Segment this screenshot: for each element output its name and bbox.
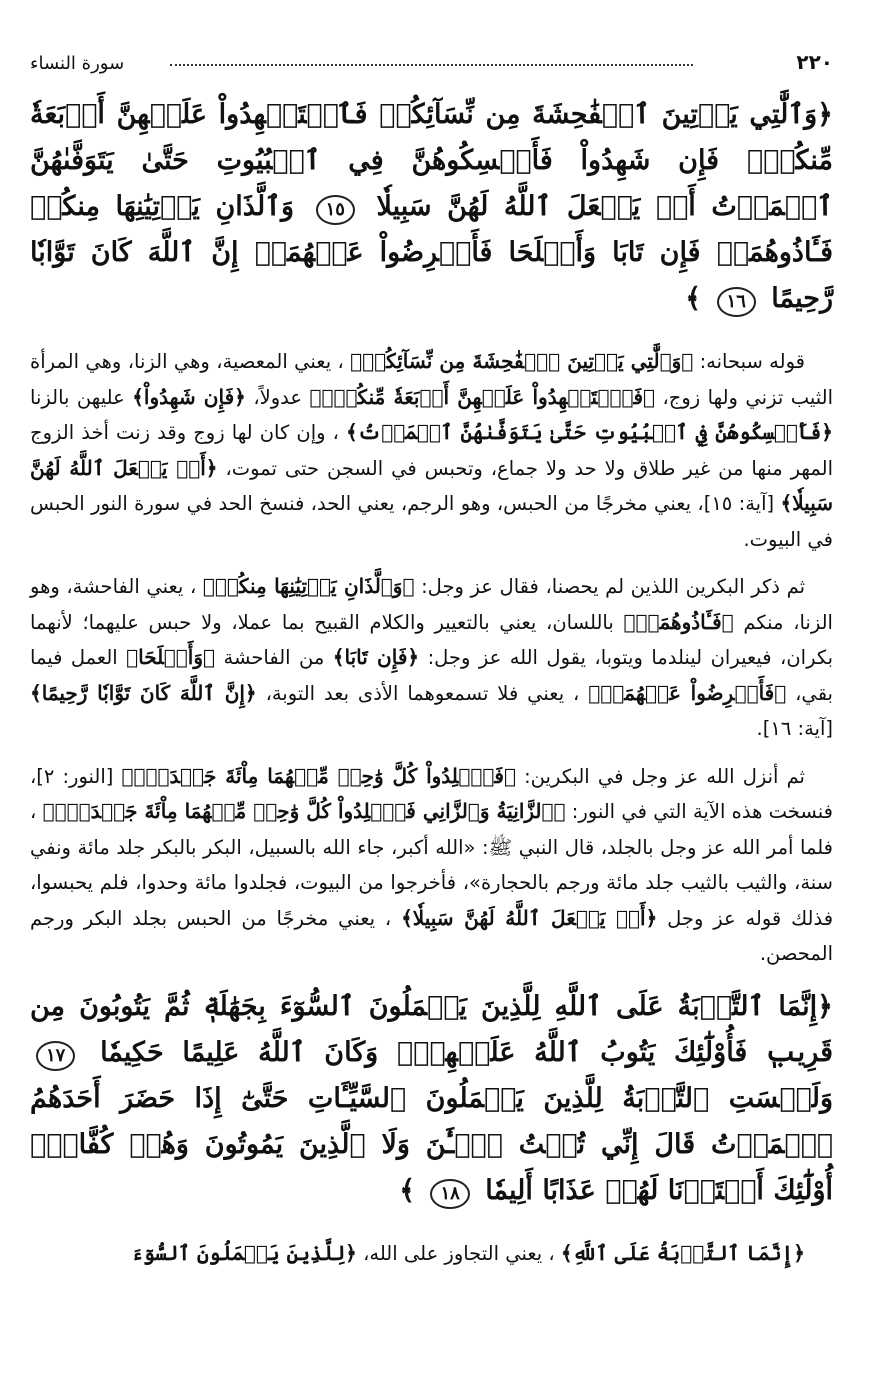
verse-text: وَلَيۡسَتِ ٱلتَّوۡبَةُ لِلَّذِينَ يَعۡمَلُونَ ٱلسَّيِّـَٔاتِ حَتَّىٰٓ إِذَا حَضَرَ أَحَدَهُمُ ٱلۡمَوۡتُ قَالَ إِنِّي تُبۡتُ ٱلۡـَٰٔنَ وَلَا ٱلَّذِينَ يَمُوتُونَ وَهُمۡ كُفَّارٌۚ أُوْلَٰٓئِكَ أَعۡتَدۡنَا لَهُمۡ عَذَابًا أَلِيمٗا — [30, 1082, 833, 1206]
verse-end-marker: ١٥ — [316, 195, 355, 225]
commentary-text: ، يعني التجاوز على الله، — [363, 1241, 555, 1265]
commentary-text: ، يعني فلا تسمعوهما الأذى بعد التوبة، — [265, 681, 580, 705]
quoted-verse: ﴿فَأَمۡسِكُوهُنَّ فِي ٱلۡبُيُوتِ حَتَّىٰ يَتَوَفَّىٰهُنَّ ٱلۡمَوۡتُ﴾ — [346, 420, 833, 444]
commentary-text: [آية: ١٥]، يعني مخرجًا من الحبس، وهو الرجم، يعني الحد، فنسخ الحد في سورة النور الحبس في البيوت. — [30, 492, 833, 551]
commentary-text: العمل فيما بقي، — [30, 646, 833, 705]
commentary-text: عدولاً، — [253, 385, 303, 409]
quoted-verse: ﴿أَوۡ يَجۡعَلَ ٱللَّهُ لَهُنَّ سَبِيلٗا﴾ — [30, 455, 833, 515]
verse-text: ﴿إِنَّمَا ٱلتَّوۡبَةُ عَلَى ٱللَّهِ لِلَّذِينَ يَعۡمَلُونَ ٱلسُّوٓءَ بِجَهَٰلَةٖ ثُمَّ يَتُوبُونَ مِن قَرِيبٖ فَأُوْلَٰٓئِكَ يَتُوبُ ٱللَّهُ عَلَيۡهِمۡۗ وَكَانَ ٱللَّهُ عَلِيمًا حَكِيمٗا — [30, 990, 834, 1068]
verse-text: وَٱلَّذَانِ يَأۡتِيَٰنِهَا مِنكُمۡ فَـَٔاذُوهُمَاۖ فَإِن تَابَا وَأَصۡلَحَا فَأَعۡرِضُواْ عَنۡهُمَآۗ إِنَّ ٱللَّهَ كَانَ تَوَّابٗا رَّحِيمًا — [30, 191, 833, 314]
commentary-text: [آية: ١٦]. — [756, 717, 833, 740]
verse-close-bracket: ﴾ — [685, 283, 702, 314]
commentary-paragraph-3 — [30, 759, 833, 972]
commentary-text: ثم أنزل الله عز وجل في البكرين: — [524, 764, 805, 788]
commentary-text: ، يعني مخرجًا من الحبس بجلد البكر ورجم المحصن. — [30, 906, 833, 965]
commentary-text: ، وإن كان لها زوج وقد زنت أخذ الزوج المهر منها من غير طلاق ولا حد ولا جماع، وتحبس في السجن حتى تموت، — [30, 421, 833, 480]
page-number: ٢٢٠ — [796, 50, 833, 74]
page-header — [30, 50, 833, 84]
quoted-verse: ﴿فَٱجۡلِدُواْ كُلَّ وَٰحِدٖ مِّنۡهُمَا مِاْئَةَ جَلۡدَةٖۖ﴾ — [121, 763, 516, 788]
quoted-verse: ﴿فَإِن تَابَا﴾ — [332, 645, 420, 669]
verse-text: ﴿وَٱلَّٰتِي يَأۡتِينَ ٱلۡفَٰحِشَةَ مِن نِّسَآئِكُمۡ فَٱسۡتَشۡهِدُواْ عَلَيۡهِنَّ أَرۡبَعَةٗ مِّنكُمۡۖ فَإِن شَهِدُواْ فَأَمۡسِكُوهُنَّ فِي ٱلۡبُيُوتِ حَتَّىٰ يَتَوَفَّىٰهُنَّ ٱلۡمَوۡتُ أَوۡ يَجۡعَلَ ٱللَّهُ لَهُنَّ سَبِيلٗا — [30, 99, 833, 222]
commentary-paragraph-4 — [30, 1236, 833, 1272]
commentary-text: ، فلما أمر الله عز وجل بالجلد، قال النبي ﷺ: «الله أكبر، جاء الله بالسبيل، البكر بالبكر جلد مائة ونفي سنة، والثيب بالثيب جلد مائة ورجم بالحجارة»، فأخرجوا من البيوت، فجلدوا مائة وحدوا، فلم يحبسوا، فذلك قوله عز وجل — [30, 800, 834, 930]
quoted-verse: ﴿ٱلزَّانِيَةُ وَٱلزَّانِي فَٱجۡلِدُواْ كُلَّ وَٰحِدٖ مِّنۡهُمَا مِاْئَةَ جَلۡدَةٖۖ﴾ — [42, 799, 566, 823]
quoted-verse: ﴿فَإِن شَهِدُواْ﴾ — [132, 384, 246, 409]
commentary-text: من الفاحشة — [223, 646, 325, 669]
quoted-verse: ﴿إِنَّ ٱللَّهَ كَانَ تَوَّابٗا رَّحِيمًا﴾ — [30, 680, 257, 705]
verse-end-marker: ١٨ — [430, 1179, 469, 1209]
quoted-verse: ﴿فَـَٔاذُوهُمَاۖ﴾ — [623, 609, 734, 634]
quoted-verse: ﴿لِلَّذِينَ يَعۡمَلُونَ ٱلسُّوٓءَ — [131, 1240, 357, 1265]
commentary-text: [النور: ٢]، فنسخت هذه الآية التي في النور: — [30, 764, 833, 823]
quran-verse-block-1 — [30, 92, 833, 322]
commentary-text: ثم ذكر البكرين اللذين لم يحصنا، فقال عز وجل: — [421, 575, 806, 598]
quran-verse-block-2 — [30, 984, 833, 1214]
quoted-verse: ﴿وَٱلَّٰتِي يَأۡتِينَ ٱلۡفَٰحِشَةَ مِن نِّسَآئِكُمۡ﴾ — [350, 349, 694, 373]
quoted-verse: ﴿فَأَعۡرِضُواْ عَنۡهُمَآۗ﴾ — [588, 680, 787, 705]
commentary-text: قوله سبحانه: — [699, 350, 805, 373]
quoted-verse: ﴿إِنَّمَا ٱلتَّوۡبَةُ عَلَى ٱللَّهِ﴾ — [560, 1240, 805, 1265]
quoted-verse: ﴿وَٱلَّذَانِ يَأۡتِيَٰنِهَا مِنكُمۡ﴾ — [202, 574, 415, 598]
commentary-text: ، يعني الفاحشة، وهو الزنا، منكم — [30, 575, 833, 634]
surah-name: سورة النساء — [30, 53, 125, 74]
quoted-verse: ﴿وَأَصۡلَحَا﴾ — [126, 645, 216, 669]
verse-end-marker: ١٦ — [717, 287, 756, 317]
quoted-verse: ﴿أَوۡ يَجۡعَلَ ٱللَّهُ لَهُنَّ سَبِيلٗا﴾ — [401, 905, 658, 930]
verse-close-bracket: ﴾ — [399, 1174, 416, 1206]
quoted-verse: ﴿فَٱسۡتَشۡهِدُواْ عَلَيۡهِنَّ أَرۡبَعَةٗ مِّنكُمۡۖ﴾ — [309, 384, 656, 409]
commentary-paragraph-1 — [30, 344, 833, 557]
commentary-text: عليهن بالزنا — [30, 385, 125, 409]
commentary-text: ، يعني المعصية، وهي الزنا، وهي المرأة الثيب تزني ولها زوج، — [30, 350, 834, 409]
commentary-text: باللسان، يعني بالتعيير والكلام القبيح بما عملا، ولا حبس عليهما؛ لأنهما بكران، فيعيران لينلدما ويتوبا، يقول الله عز وجل: — [30, 610, 834, 669]
verse-end-marker: ١٧ — [36, 1041, 75, 1071]
commentary-paragraph-2 — [30, 569, 833, 747]
header-dotted-leader — [170, 64, 693, 66]
